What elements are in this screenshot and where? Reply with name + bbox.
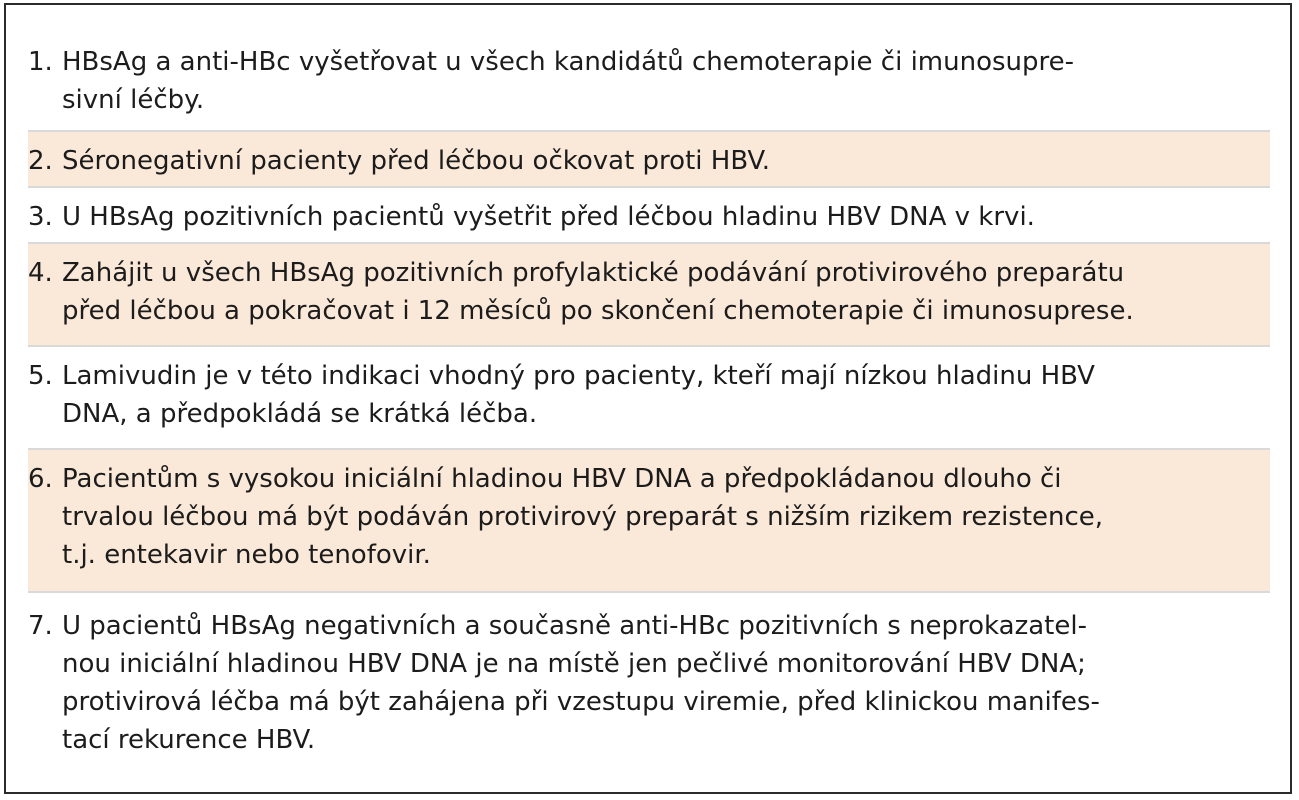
item-number: 3. [28,202,53,232]
item-text-line: před léčbou a pokračovat i 12 měsíců po skončení chemoterapie či imunosuprese. [62,296,1134,326]
item-text-line: DNA, a předpokládá se krátká léčba. [62,399,538,429]
recommendation-item-6 [28,450,1270,593]
recommendation-item-7 [28,593,1270,783]
item-text-line: nou iniciální hladinou HBV DNA je na místě jen pečlivé monitorování HBV DNA; [62,649,1086,679]
recommendations-box [4,3,1292,794]
item-number: 7. [28,611,53,641]
item-text [62,460,1270,574]
item-text-line: Zahájit u všech HBsAg pozitivních profylaktické podávání protivirového preparátu [62,258,1125,288]
item-text-line: U HBsAg pozitivních pacientů vyšetřit před léčbou hladinu HBV DNA v krvi. [62,202,1035,232]
recommendation-item-5 [28,347,1270,450]
recommendation-item-4 [28,244,1270,347]
recommendation-item-2 [28,132,1270,188]
recommendations-list [28,31,1270,783]
item-number: 1. [28,47,53,77]
item-text-line: trvalou léčbou má být podáván protivirový preparát s nižším rizikem rezistence, [62,502,1104,532]
item-text-line: protivirová léčba má být zahájena při vzestupu viremie, před klinickou manifes- [62,687,1100,717]
item-text [62,607,1270,759]
item-text-line: sivní léčby. [62,85,205,115]
recommendation-item-3 [28,188,1270,244]
item-text-line: HBsAg a anti-HBc vyšetřovat u všech kandidátů chemoterapie či imunosupre- [62,47,1075,77]
item-text-line: U pacientů HBsAg negativních a současně anti-HBc pozitivních s neprokazatel- [62,611,1087,641]
item-number: 2. [28,146,53,176]
item-text-line: tací rekurence HBV. [62,725,316,755]
item-number: 6. [28,464,53,494]
item-number: 5. [28,361,53,391]
item-text [62,43,1270,119]
item-text [62,357,1270,433]
item-text-line: Séronegativní pacienty před léčbou očkovat proti HBV. [62,146,771,176]
item-text-line: Pacientům s vysokou iniciální hladinou HBV DNA a předpokládanou dlouho či [62,464,1062,494]
item-text [62,254,1270,330]
item-text [62,198,1270,236]
item-text [62,142,1270,180]
recommendation-item-1 [28,31,1270,132]
item-text-line: Lamivudin je v této indikaci vhodný pro pacienty, kteří mají nízkou hladinu HBV [62,361,1095,391]
item-number: 4. [28,258,53,288]
item-text-line: t.j. entekavir nebo tenofovir. [62,540,431,570]
